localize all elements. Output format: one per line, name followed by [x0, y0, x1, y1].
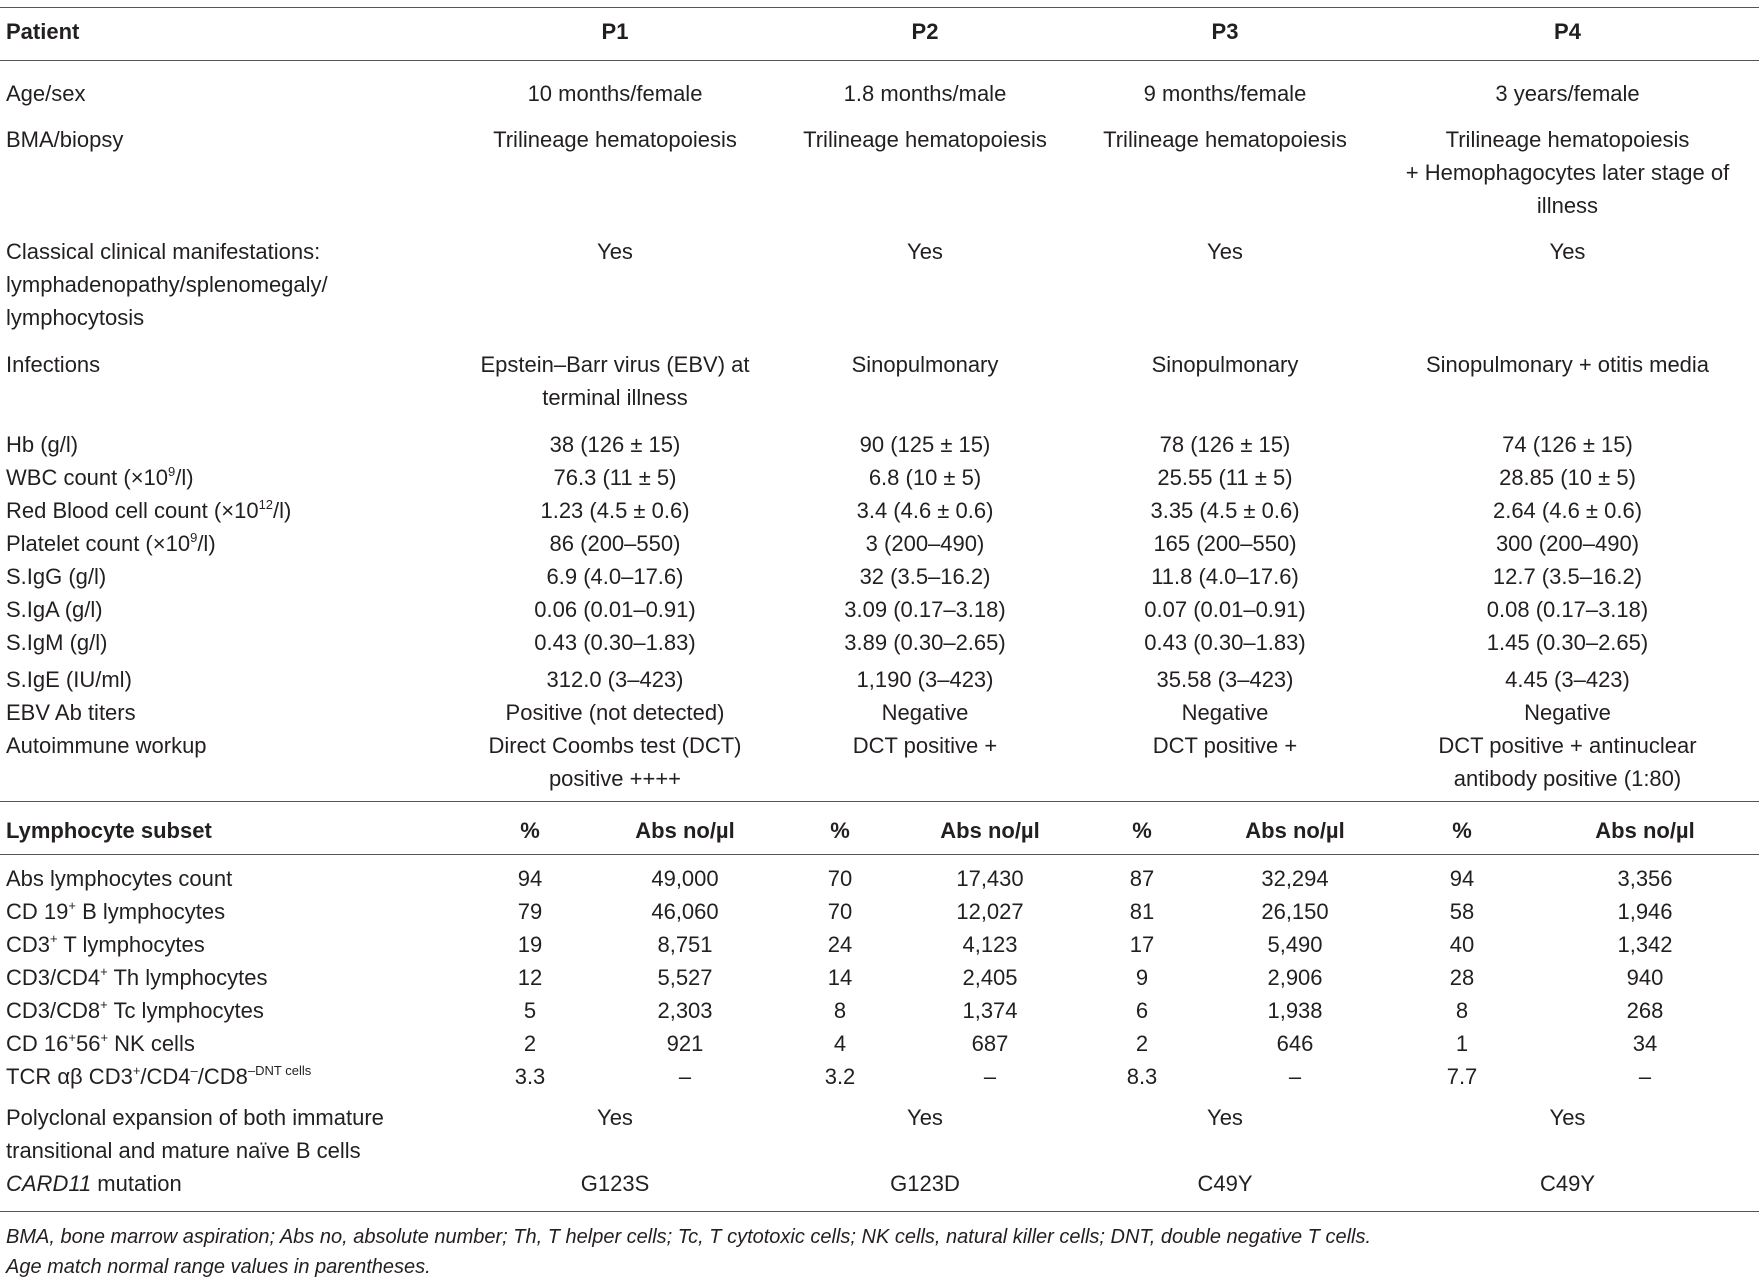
cell-p2: Negative: [881, 700, 969, 725]
cell-p1-line1: Epstein–Barr virus (EBV) at: [480, 352, 750, 377]
cell-p1: 76.3 (11 ± 5): [553, 465, 677, 490]
row-label-line2: lymphadenopathy/splenomegaly/: [6, 272, 328, 297]
cell-p2: DCT positive +: [852, 733, 998, 758]
cell-pct-p2: 70: [827, 899, 853, 924]
cell-abs-p4: 34: [1632, 1031, 1658, 1056]
cell-p2: G123D: [890, 1171, 960, 1196]
cell-pct-p4: 1: [1455, 1031, 1469, 1056]
cell-abs-p4: 1,946: [1617, 899, 1673, 924]
cell-abs-p2: 12,027: [956, 899, 1024, 924]
row-label-line1: Polyclonal expansion of both immature: [6, 1105, 384, 1130]
cell-pct-p3: 87: [1129, 866, 1155, 891]
cell-pct-p2: 14: [827, 965, 853, 990]
cell-p3: Yes: [1207, 1105, 1243, 1130]
cell-p1: Trilineage hematopoiesis: [493, 127, 737, 152]
cell-p4-line1: DCT positive + antinuclear: [1438, 733, 1697, 758]
footnote-normal-range: Age match normal range values in parentheses.: [6, 1256, 431, 1278]
cell-pct-p3: 81: [1129, 899, 1155, 924]
bottom-rule: [0, 1211, 1759, 1212]
cell-p1-line2: positive ++++: [548, 766, 682, 791]
cell-p3: 0.43 (0.30–1.83): [1144, 630, 1306, 655]
row-label: S.IgA (g/l): [6, 597, 103, 622]
cell-abs-p3: 5,490: [1267, 932, 1323, 957]
cell-p3: Sinopulmonary: [1151, 352, 1299, 377]
cell-pct-p2: 4: [833, 1031, 847, 1056]
row-label: CD 19+ B lymphocytes: [6, 898, 226, 924]
patient-header-label: Patient: [6, 19, 80, 44]
cell-p4-line2: + Hemophagocytes later stage of: [1405, 160, 1730, 185]
header-p3: P3: [1211, 19, 1239, 44]
cell-p1: Yes: [597, 239, 633, 264]
cell-p4: Negative: [1524, 700, 1611, 725]
cell-abs-p2: 1,374: [962, 998, 1018, 1023]
subset-header-pct-p1: %: [520, 818, 540, 843]
cell-p2: 90 (125 ± 15): [859, 432, 991, 457]
row-label: Age/sex: [6, 81, 86, 106]
cell-pct-p1: 79: [517, 899, 543, 924]
cell-p1: 86 (200–550): [549, 531, 681, 556]
cell-p2: 32 (3.5–16.2): [859, 564, 991, 589]
cell-p1-line2: terminal illness: [542, 385, 688, 410]
cell-pct-p2: 70: [827, 866, 853, 891]
cell-p4: 3 years/female: [1495, 81, 1640, 106]
cell-abs-p4: –: [1638, 1064, 1652, 1089]
cell-p2: 3 (200–490): [865, 531, 985, 556]
cell-abs-p4: 1,342: [1617, 932, 1673, 957]
cell-abs-p1: 49,000: [651, 866, 719, 891]
row-label: Hb (g/l): [6, 432, 79, 457]
cell-p3: 25.55 (11 ± 5): [1157, 465, 1293, 490]
cell-p1: G123S: [580, 1171, 650, 1196]
row-label: WBC count $(\times 10^9/l)$: [6, 464, 194, 490]
cell-pct-p3: 2: [1135, 1031, 1149, 1056]
cell-p4: Yes: [1549, 1105, 1586, 1130]
cell-p3: 35.58 (3–423): [1156, 667, 1294, 692]
cell-pct-p2: 3.2: [824, 1064, 856, 1089]
subset-header-pct-p3: %: [1132, 818, 1152, 843]
subset-header-rule: [0, 854, 1759, 855]
cell-pct-p1: 94: [517, 866, 543, 891]
cell-p3: C49Y: [1197, 1171, 1253, 1196]
header-p2: P2: [911, 19, 939, 44]
subset-header-pct-p2: %: [830, 818, 850, 843]
cell-abs-p1: 2,303: [657, 998, 713, 1023]
header-p4: P4: [1554, 19, 1581, 44]
cell-p4: 2.64 (4.6 ± 0.6): [1492, 498, 1643, 523]
cell-p2: Sinopulmonary: [851, 352, 999, 377]
cell-abs-p3: 32,294: [1261, 866, 1329, 891]
cell-p1: 10 months/female: [527, 81, 703, 106]
row-label: S.IgE (IU/ml): [6, 667, 132, 692]
subset-header-abs-p2: Abs no/µl: [940, 818, 1040, 843]
header-rule: [0, 60, 1759, 61]
cell-pct-p4: 7.7: [1446, 1064, 1478, 1089]
cell-pct-p1: 12: [517, 965, 543, 990]
cell-p4-line3: illness: [1536, 193, 1599, 218]
cell-abs-p1: –: [678, 1064, 692, 1089]
header-p1: P1: [601, 19, 629, 44]
cell-abs-p2: 2,405: [962, 965, 1018, 990]
cell-p4: 4.45 (3–423): [1505, 667, 1630, 692]
cell-pct-p4: 28: [1449, 965, 1475, 990]
cell-p1-line1: Direct Coombs test (DCT): [488, 733, 742, 758]
cell-abs-p2: 687: [971, 1031, 1009, 1056]
cell-p4: 300 (200–490): [1495, 531, 1640, 556]
cell-abs-p3: 26,150: [1261, 899, 1329, 924]
cell-p4: 12.7 (3.5–16.2): [1492, 564, 1643, 589]
row-label: S.IgG (g/l): [6, 564, 107, 589]
cell-abs-p4: 940: [1626, 965, 1664, 990]
cell-p2: 6.8 (10 ± 5): [868, 465, 982, 490]
cell-p4: Yes: [1549, 239, 1586, 264]
row-label-line1: Classical clinical manifestations:: [6, 239, 321, 264]
cell-pct-p3: 6: [1135, 998, 1149, 1023]
cell-pct-p3: 17: [1129, 932, 1155, 957]
row-label: Autoimmune workup: [6, 733, 207, 758]
row-label-line2: transitional and mature naïve B cells: [6, 1138, 361, 1163]
row-label: Platelet count $(\times 10^9/l)$: [6, 530, 216, 556]
cell-pct-p4: 58: [1449, 899, 1475, 924]
cell-pct-p2: 24: [827, 932, 853, 957]
cell-p2: 3.89 (0.30–2.65): [844, 630, 1006, 655]
cell-abs-p4: 268: [1626, 998, 1664, 1023]
cell-p4-line1: Trilineage hematopoiesis: [1445, 127, 1690, 152]
row-label: Abs lymphocytes count: [6, 866, 233, 891]
cell-p2: 1,190 (3–423): [856, 667, 994, 692]
row-label: BMA/biopsy: [6, 127, 124, 152]
cell-p4-line2: antibody positive (1:80): [1453, 766, 1682, 791]
cell-p3: 78 (126 ± 15): [1159, 432, 1291, 457]
cell-p1: Yes: [597, 1105, 633, 1130]
cell-pct-p4: 94: [1449, 866, 1475, 891]
subset-header-pct-p4: %: [1452, 818, 1472, 843]
cell-pct-p1: 3.3: [514, 1064, 546, 1089]
cell-p2: Trilineage hematopoiesis: [803, 127, 1047, 152]
cell-p3: Negative: [1181, 700, 1269, 725]
cell-p4: 1.45 (0.30–2.65): [1486, 630, 1649, 655]
cell-p1: 1.23 (4.5 ± 0.6): [540, 498, 690, 523]
row-label: CD3+ T lymphocytes: [6, 931, 205, 957]
cell-p2: Yes: [907, 239, 943, 264]
cell-p2: Yes: [907, 1105, 943, 1130]
row-label: CD3/CD8+ Tc lymphocytes: [6, 997, 264, 1023]
cell-pct-p4: 8: [1455, 998, 1469, 1023]
subset-top-rule: [0, 801, 1759, 802]
cell-p4: 74 (126 ± 15): [1502, 432, 1633, 457]
cell-p3: 0.07 (0.01–0.91): [1144, 597, 1306, 622]
cell-abs-p2: 17,430: [956, 866, 1024, 891]
row-label: TCR αβ $CD3^+/CD4^-/CD8^{-DNT cells}$: [6, 1063, 312, 1089]
subset-header-abs-p4: Abs no/µl: [1595, 818, 1695, 843]
cell-p4: 28.85 (10 ± 5): [1499, 465, 1636, 490]
cell-abs-p3: 646: [1276, 1031, 1314, 1056]
cell-abs-p4: 3,356: [1617, 866, 1673, 891]
row-label-line3: lymphocytosis: [6, 305, 145, 330]
cell-pct-p2: 8: [833, 998, 847, 1023]
cell-abs-p1: 46,060: [651, 899, 719, 924]
cell-p1: 0.43 (0.30–1.83): [534, 630, 696, 655]
cell-p3: 3.35 (4.5 ± 0.6): [1150, 498, 1300, 523]
cell-pct-p4: 40: [1449, 932, 1475, 957]
cell-abs-p1: 921: [666, 1031, 704, 1056]
cell-pct-p1: 19: [517, 932, 543, 957]
row-label: EBV Ab titers: [6, 700, 136, 725]
cell-abs-p1: 8,751: [657, 932, 713, 957]
cell-p1: 6.9 (4.0–17.6): [546, 564, 684, 589]
subset-header-abs-p3: Abs no/µl: [1245, 818, 1345, 843]
cell-p1: 312.0 (3–423): [546, 667, 684, 692]
cell-pct-p3: 8.3: [1126, 1064, 1158, 1089]
cell-p2: 1.8 months/male: [843, 81, 1007, 106]
row-label: CD3/CD4+ Th lymphocytes: [6, 964, 268, 990]
cell-p4: 0.08 (0.17–3.18): [1486, 597, 1649, 622]
cell-p1: 0.06 (0.01–0.91): [534, 597, 696, 622]
cell-abs-p2: –: [983, 1064, 997, 1089]
cell-p2: 3.4 (4.6 ± 0.6): [856, 498, 994, 523]
cell-abs-p2: 4,123: [962, 932, 1018, 957]
cell-abs-p3: 1,938: [1267, 998, 1323, 1023]
cell-abs-p1: 5,527: [657, 965, 713, 990]
cell-p3: Yes: [1207, 239, 1243, 264]
cell-p1: Positive (not detected): [505, 700, 725, 725]
cell-p3: 11.8 (4.0–17.6): [1151, 564, 1299, 589]
row-label: CARD11 mutation: [6, 1171, 182, 1196]
cell-abs-p3: –: [1288, 1064, 1302, 1089]
row-label: CD 16+56+ NK cells: [6, 1030, 195, 1056]
subset-header-abs-p1: Abs no/µl: [635, 818, 735, 843]
cell-p3: Trilineage hematopoiesis: [1103, 127, 1347, 152]
cell-p3: 9 months/female: [1143, 81, 1307, 106]
subset-header-label: Lymphocyte subset: [6, 818, 212, 843]
top-rule: [0, 7, 1759, 8]
row-label: Red Blood cell count $(\times 10^{12}/l)$: [6, 497, 292, 523]
row-label: Infections: [6, 352, 101, 377]
cell-p4: C49Y: [1539, 1171, 1596, 1196]
cell-abs-p3: 2,906: [1267, 965, 1323, 990]
cell-p3: DCT positive +: [1152, 733, 1298, 758]
cell-pct-p1: 2: [523, 1031, 537, 1056]
cell-pct-p3: 9: [1135, 965, 1149, 990]
footnote-abbreviations: BMA, bone marrow aspiration; Abs no, absolute number; Th, T helper cells; Tc, T cytotoxic cells; NK cells, natural killer cells; DNT, double negative T cells.: [6, 1226, 1372, 1248]
cell-pct-p1: 5: [523, 998, 537, 1023]
row-label: S.IgM (g/l): [6, 630, 108, 655]
cell-p1: 38 (126 ± 15): [549, 432, 681, 457]
cell-p2: 3.09 (0.17–3.18): [844, 597, 1006, 622]
cell-p3: 165 (200–550): [1153, 531, 1297, 556]
cell-p4: Sinopulmonary + otitis media: [1425, 352, 1710, 377]
